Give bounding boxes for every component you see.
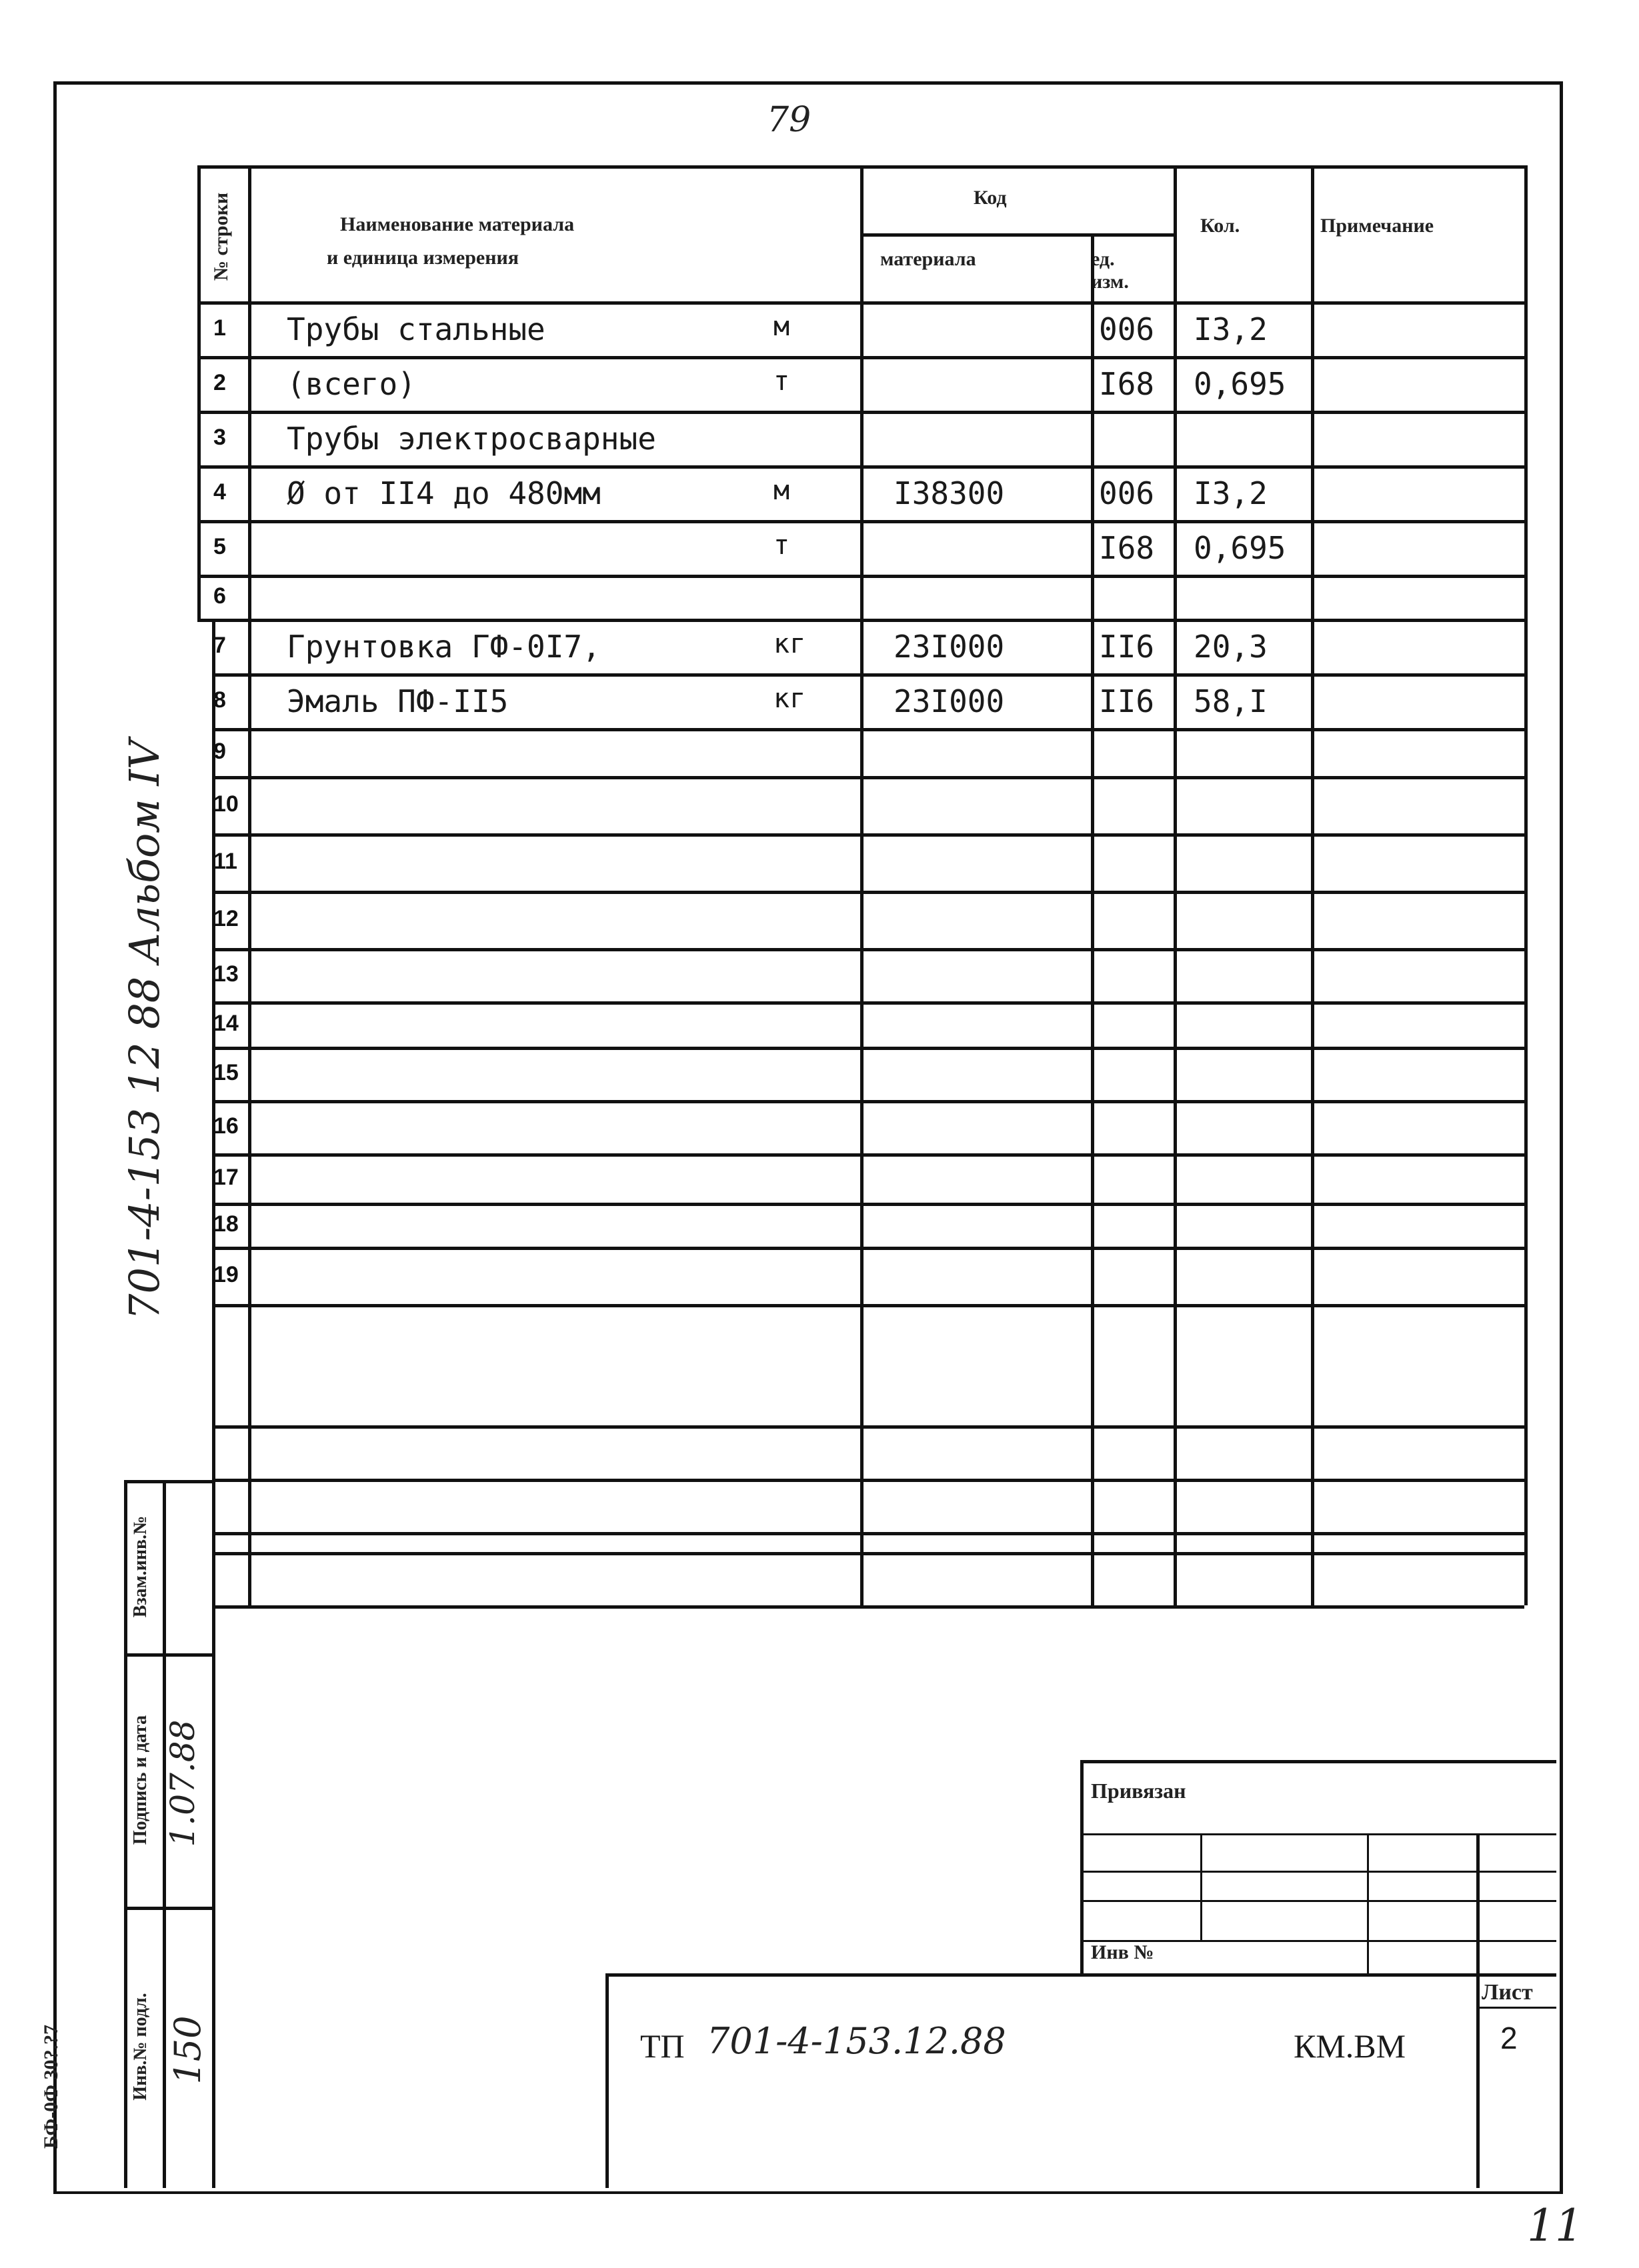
row-number: 6 (213, 583, 226, 609)
row-number: 3 (213, 425, 226, 450)
table-bottom-line (212, 1605, 1524, 1609)
row-divider (212, 891, 1524, 894)
title-block-line (1080, 1833, 1556, 1835)
row-number: 12 (213, 906, 239, 931)
stamp-swap-inv-label: Взам.инв.№ (130, 1515, 151, 1618)
row-material-name: Трубы стальные (287, 311, 545, 347)
row-divider (212, 1247, 1524, 1250)
row-material-code: 23I000 (894, 629, 1005, 665)
row-material-code: I38300 (894, 475, 1005, 511)
row-number: 4 (213, 479, 226, 505)
row-divider (212, 948, 1524, 951)
row-divider (197, 520, 1524, 523)
row-divider (212, 1203, 1524, 1206)
blank-row-line (212, 1479, 1524, 1482)
row-quantity: 0,695 (1194, 366, 1286, 402)
row-divider (212, 1001, 1524, 1005)
row-divider (197, 465, 1524, 469)
row-divider (212, 1047, 1524, 1050)
row-material-name: Ø от II4 до 480мм (287, 475, 601, 511)
row-unit-code: I68 (1099, 530, 1155, 566)
sheet-label: Лист (1482, 1980, 1533, 2005)
row-material-name: Трубы электросварные (287, 421, 656, 457)
header-code-material: материала (880, 248, 976, 270)
col-left-line (197, 165, 201, 619)
col-right-line (1524, 165, 1528, 1605)
row-unit-code: 006 (1099, 311, 1155, 347)
corner-code: БФ-0Ф 30?.?7 (40, 2025, 62, 2149)
title-block-line (1476, 2007, 1556, 2009)
row-divider (212, 833, 1524, 837)
title-block-line (1200, 1833, 1202, 1940)
row-number: 18 (213, 1211, 239, 1237)
col-qty-line (1174, 165, 1177, 1605)
row-unit: м (773, 475, 790, 506)
row-unit: т (773, 530, 790, 561)
header-name-line2: и единица измерения (327, 247, 519, 269)
row-material-name: Грунтовка ГФ-0I7, (287, 629, 601, 665)
row-material-name: Эмаль ПФ-II5 (287, 683, 509, 719)
row-number: 2 (213, 370, 226, 395)
stamp-line (124, 1653, 212, 1657)
page-frame (53, 81, 1563, 2194)
row-quantity: 20,3 (1194, 629, 1268, 665)
inv-label: Инв № (1091, 1941, 1154, 1963)
title-block-line (1367, 1833, 1369, 1973)
bottom-mark: 11 (1527, 2200, 1583, 2251)
row-divider (212, 673, 1524, 677)
doc-prefix: ТП (640, 2027, 685, 2065)
header-note: Примечание (1320, 215, 1434, 237)
title-block-line (1476, 1833, 1480, 2188)
header-code-unit: ед. изм. (1091, 248, 1129, 293)
row-divider (212, 1304, 1524, 1307)
row-number: 5 (213, 534, 226, 559)
header-qty: Кол. (1200, 215, 1240, 237)
row-number: 7 (213, 633, 226, 658)
row-material-name: (всего) (287, 366, 416, 402)
row-divider (212, 1100, 1524, 1103)
row-divider (212, 728, 1524, 731)
row-unit: кг (773, 629, 806, 659)
row-number: 9 (213, 739, 226, 764)
row-number: 10 (213, 791, 239, 817)
row-unit-code: II6 (1099, 683, 1155, 719)
blank-row-line (212, 1552, 1524, 1555)
col-name-line (248, 165, 251, 1605)
title-block-line (605, 1973, 1556, 1977)
doc-number: 701-4-153.12.88 (707, 2020, 1006, 2062)
stamp-inv-label: Инв.№ подл. (130, 1993, 151, 2101)
page-number: 79 (767, 100, 811, 140)
col-left-line-lower (212, 619, 215, 1605)
row-quantity: 58,I (1194, 683, 1268, 719)
stamp-date-value: 1.07.88 (163, 1719, 202, 1847)
stamp-sign-date-label: Подпись и дата (130, 1715, 151, 1845)
col-unitcode-line (1091, 233, 1094, 1605)
row-unit-code: I68 (1099, 366, 1155, 402)
row-divider (197, 356, 1524, 359)
blank-row-line (212, 1425, 1524, 1429)
row-number: 15 (213, 1060, 239, 1085)
row-divider (197, 411, 1524, 414)
header-code: Код (974, 187, 1007, 209)
code-sub-line (860, 233, 1174, 237)
row-number: 11 (213, 849, 237, 874)
side-margin-label: 701-4-153 12 88 Альбом IV (120, 739, 169, 1320)
row-divider (197, 575, 1524, 578)
row-number: 14 (213, 1011, 239, 1036)
stamp-line (124, 1907, 212, 1910)
sheet-value: 2 (1500, 2021, 1518, 2055)
row-divider (212, 776, 1524, 779)
row-unit-code: 006 (1099, 475, 1155, 511)
stamp-inv-value: 150 (167, 2015, 209, 2085)
title-block-line (1080, 1900, 1556, 1902)
row-unit: кг (773, 683, 806, 714)
doc-mark: КМ.ВМ (1294, 2027, 1406, 2065)
row-number: 17 (213, 1165, 239, 1190)
row-number: 19 (213, 1262, 239, 1287)
row-number: 16 (213, 1113, 239, 1139)
row-material-code: 23I000 (894, 683, 1005, 719)
row-number: 8 (213, 687, 226, 713)
row-number: 13 (213, 961, 239, 987)
col-material-line (860, 165, 864, 1605)
row-quantity: I3,2 (1194, 311, 1268, 347)
row-unit: т (773, 366, 790, 397)
title-block-line (1080, 1760, 1556, 1763)
header-name-line1: Наименование материала (340, 213, 575, 235)
row-unit-code: II6 (1099, 629, 1155, 665)
header-row-no: № строки (210, 192, 233, 281)
row-quantity: I3,2 (1194, 475, 1268, 511)
stamp-line (124, 1480, 127, 2188)
row-quantity: 0,695 (1194, 530, 1286, 566)
row-divider (197, 619, 1524, 622)
title-block-line (605, 1973, 609, 2188)
row-unit: м (773, 311, 790, 342)
blank-row-line (212, 1532, 1524, 1535)
col-note-line (1311, 165, 1314, 1605)
row-number: 1 (213, 315, 226, 341)
bound-label: Привязан (1091, 1779, 1186, 1803)
row-divider (212, 1153, 1524, 1157)
title-block-line (1080, 1871, 1556, 1873)
